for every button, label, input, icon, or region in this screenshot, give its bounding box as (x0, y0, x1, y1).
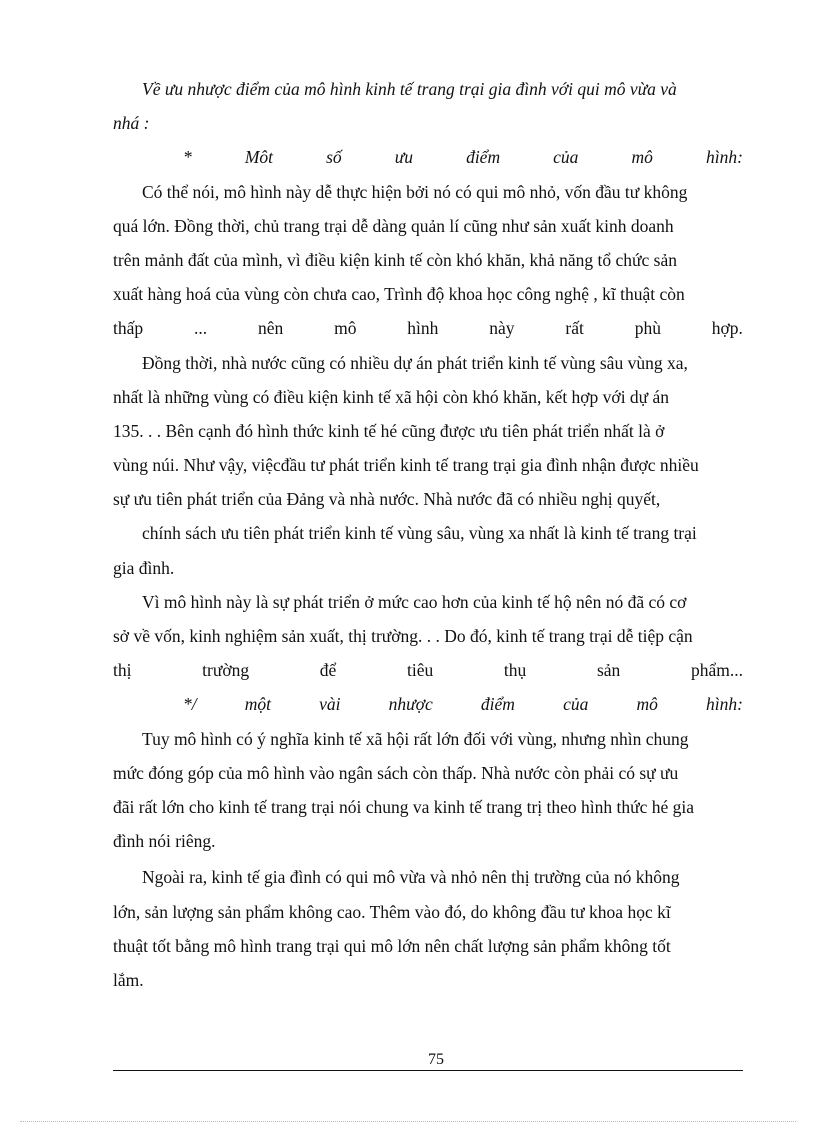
heading-word: một (244, 694, 271, 715)
text-line: lớn, sản lượng sản phẩm không cao. Thêm vào đó, do không đầu tư khoa học kĩ (113, 901, 671, 922)
text-line: sở về vốn, kinh nghiệm sản xuất, thị trường. . . Do đó, kinh tế trang trại dễ tiệp cận (113, 626, 693, 646)
word: để (319, 660, 337, 681)
word: trường (202, 660, 250, 681)
word: hình (407, 318, 439, 339)
word: hợp. (711, 318, 743, 339)
text-line: 135. . . Bên cạnh đó hình thức kinh tế hé cũng được ưu tiên phát triển nhất là ở (113, 420, 665, 441)
text-line: lắm. (113, 969, 144, 990)
heading-word: mô (636, 694, 658, 715)
heading-word: điểm (466, 147, 501, 168)
heading-word: của (553, 147, 579, 168)
text-line: Tuy mô hình có ý nghĩa kinh tế xã hội rất lớn đối với vùng, nhưng nhìn chung (142, 728, 689, 749)
heading-word: * (183, 147, 192, 168)
text-line: sự ưu tiên phát triển của Đảng và nhà nước. Nhà nước đã có nhiều nghị quyết, (113, 489, 661, 510)
text-line: Vì mô hình này là sự phát triển ở mức cao hơn của kinh tế hộ nên nó đã có cơ (142, 591, 687, 612)
heading-word: Môt (244, 147, 274, 168)
text-line-justified (113, 653, 743, 687)
text-line: chính sách ưu tiên phát triển kinh tế vùng sâu, vùng xa nhất là kinh tế trang trại (142, 523, 697, 544)
word: sản (596, 660, 621, 681)
word: rất (565, 318, 584, 339)
word: này (489, 318, 515, 339)
paragraph-advantages-2 (113, 346, 743, 585)
text-line: đình nói riêng. (113, 831, 216, 852)
page-number: 75 (413, 1050, 459, 1070)
text-line-justified (113, 311, 743, 345)
heading-word: của (563, 694, 589, 715)
text-line: Ngoài ra, kinh tế gia đình có qui mô vừa và nhỏ nên thị trường của nó không (142, 867, 680, 888)
heading-word: */ (183, 694, 197, 715)
word: thị (113, 660, 132, 681)
text-line: mức đóng góp của mô hình vào ngân sách còn thấp. Nhà nước còn phải có sự ưu (113, 762, 679, 783)
heading-word: số (326, 147, 342, 168)
heading-word: nhược (388, 694, 433, 715)
word: thụ (503, 660, 527, 681)
text-line: xuất hàng hoá của vùng còn chưa cao, Trình độ khoa học công nghệ , kĩ thuật còn (113, 284, 685, 305)
text-line: Đồng thời, nhà nước cũng có nhiều dự án phát triển kinh tế vùng sâu vùng xa, (142, 352, 688, 373)
heading-word: ưu (394, 147, 413, 168)
page-bottom-divider (20, 1121, 796, 1122)
text-line: vùng núi. Như vậy, việcđầu tư phát triển kinh tế trang trại gia đình nhận được nhiều (113, 455, 699, 476)
heading-word: điểm (480, 694, 515, 715)
heading-word: hình: (706, 694, 743, 715)
text-line: nhất là những vùng có điều kiện kinh tế xã hội còn khó khăn, kết hợp với dự án (113, 386, 670, 407)
paragraph-disadvantages-2 (113, 860, 743, 997)
heading-word: hình: (705, 147, 743, 168)
advantages-heading (113, 140, 743, 174)
word: nên (257, 318, 284, 339)
text-line: trên mảnh đất của mình, vì điều kiện kinh tế còn khó khăn, khả năng tổ chức sản (113, 249, 677, 270)
paragraph-disadvantages-1 (113, 722, 743, 859)
intro-line: nhá : (113, 113, 150, 134)
heading-word: mô (631, 147, 653, 168)
text-line: đãi rất lớn cho kinh tế trang trại nói chung va kinh tế trang trị theo hình thức hé gia (113, 796, 695, 817)
document-body (113, 72, 743, 997)
paragraph-advantages-3 (113, 585, 743, 688)
word: thấp (113, 318, 144, 339)
text-line: thuật tốt bằng mô hình trang trại qui mô lớn nên chất lượng sản phẩm không tốt (113, 935, 671, 956)
footer-rule (113, 1070, 743, 1071)
text-line: gia đình. (113, 557, 175, 578)
word: mô (334, 318, 357, 339)
word: phẩm... (690, 660, 743, 681)
text-line: quá lớn. Đồng thời, chủ trang trại dễ dàng quản lí cũng như sản xuất kinh doanh (113, 215, 674, 236)
intro-line: Về ưu nhược điểm của mô hình kinh tế trang trại gia đình với qui mô vừa và (142, 79, 677, 99)
text-line: Có thể nói, mô hình này dễ thực hiện bởi nó có qui mô nhỏ, vốn đầu tư không (142, 181, 688, 202)
heading-word: vài (319, 694, 341, 715)
disadvantages-heading (113, 687, 743, 721)
paragraph-advantages-1 (113, 175, 743, 346)
word: tiêu (406, 660, 434, 681)
word: phù (634, 318, 661, 339)
word: ... (193, 318, 208, 339)
